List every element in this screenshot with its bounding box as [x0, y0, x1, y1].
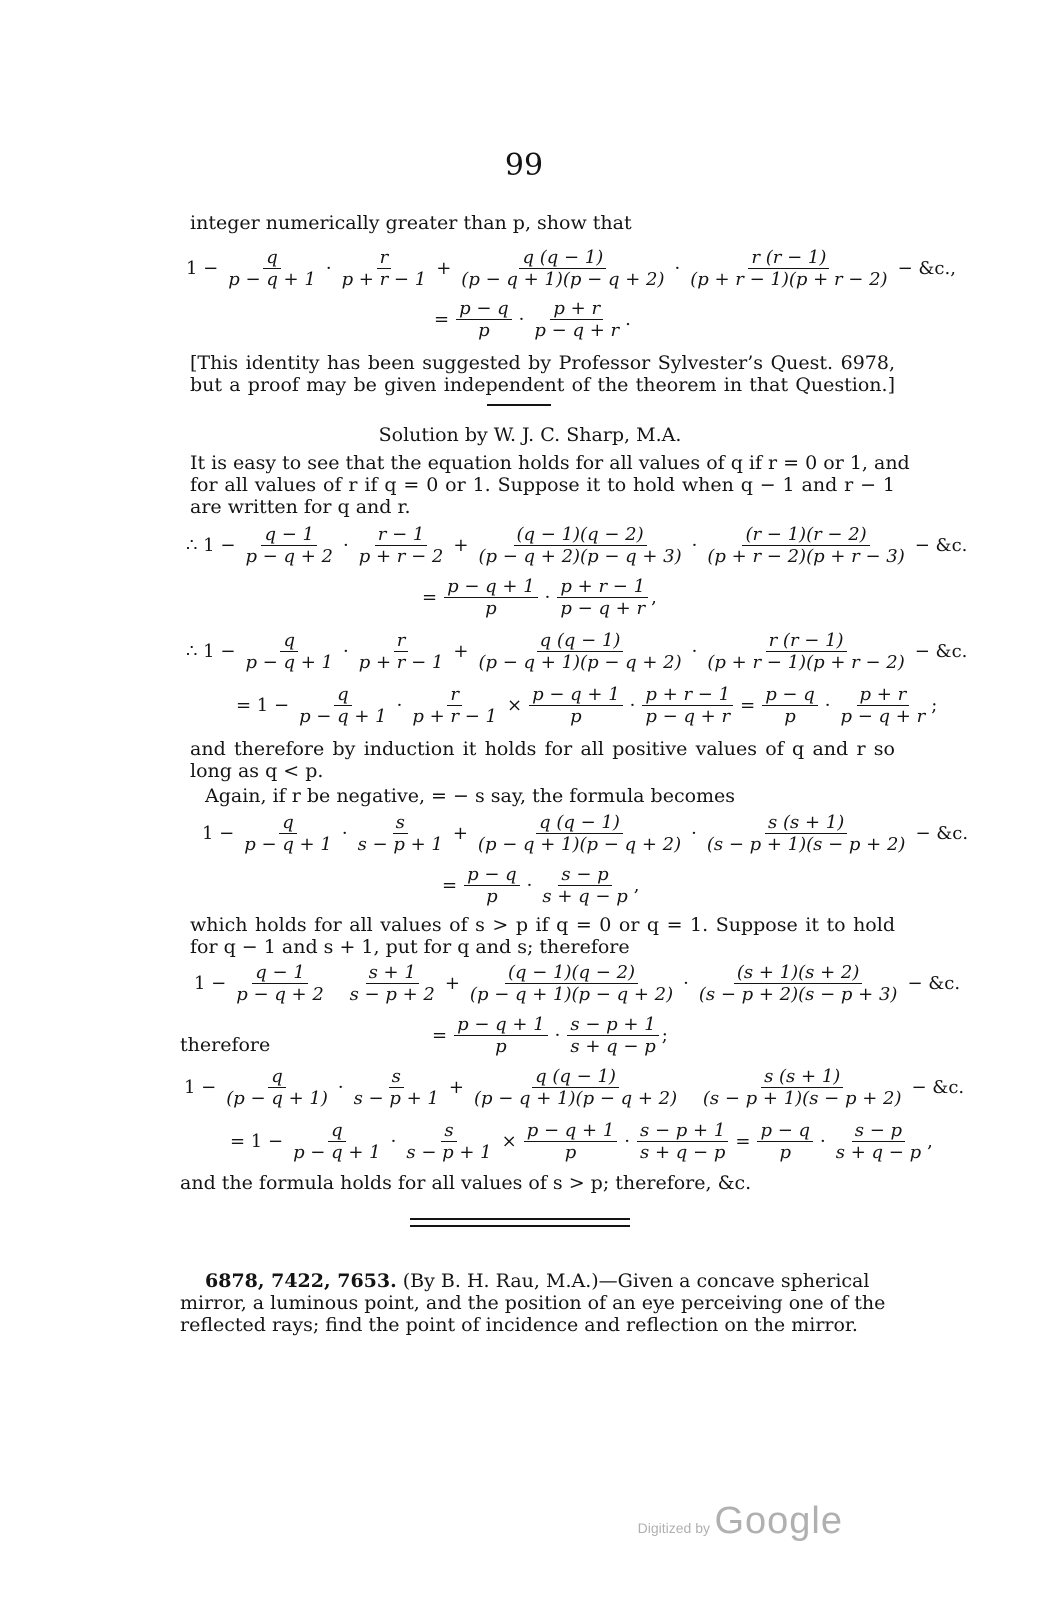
equation-5-line-2: = $\frac{p - q + 1}{p}$ · $\frac{s - p + 1}{s + q - p}$ ; — [432, 1014, 668, 1057]
eq4-term-4: $\frac{s (s + 1)}{(s - p + 1)(s - p + 2)}$ — [706, 812, 906, 855]
note-line-2: but a proof may be given independent of the theorem in that Question.] — [190, 374, 895, 396]
google-logo: Google — [714, 1500, 843, 1542]
question-numbers: 6878, 7422, 7653. — [205, 1270, 397, 1292]
eq6-term-1: $\frac{q}{(p - q + 1)}$ — [226, 1066, 328, 1109]
eq4-result-1: $\frac{p - q}{p}$ — [464, 864, 520, 907]
para1-line-1: It is easy to see that the equation holds for all values of q if r = 0 or 1, and — [190, 452, 910, 474]
eq2-term-2: $\frac{r - 1}{p + r - 2}$ — [358, 524, 444, 567]
eq4-term-1: $\frac{q}{p - q + 1}$ — [244, 812, 332, 855]
eq3-a2: $\frac{r}{p + r - 1}$ — [412, 684, 497, 727]
equation-3-line-2: = 1 − $\frac{q}{p - q + 1}$ · $\frac{r}{p + r - 1}$ × $\frac{p - q + 1}{p}$ · $\frac{p + r - 1}{p - q + r}$ = $\frac{p - q}{p}$ · $\frac{p + r}{p - q + r}$ ; — [236, 684, 938, 727]
eq3-a5: $\frac{p - q}{p}$ — [762, 684, 818, 727]
eq6-a2: $\frac{s}{s - p + 1}$ — [406, 1120, 492, 1163]
eq3-term-1: $\frac{q}{p - q + 1}$ — [245, 630, 333, 673]
equation-6-line-1: 1 − $\frac{q}{(p - q + 1)}$ · $\frac{s}{s - p + 1}$ + $\frac{q (q - 1)}{(p - q + 1)(p - q + 2)}$ $\frac{s (s + 1)}{(s - p + 1)(s - p + 2)}$ − &c. — [184, 1066, 965, 1109]
equation-5-line-1: 1 − $\frac{q - 1}{p - q + 2}$ $\frac{s + 1}{s - p + 2}$ + $\frac{(q - 1)(q - 2)}{(p - q + 1)(p - q + 2)}$ · $\frac{(s + 1)(s + 2)}{(s - p + 2)(s - p + 3)}$ − &c. — [194, 962, 961, 1005]
eq2-result-2: $\frac{p + r - 1}{p - q + r}$ — [557, 576, 648, 619]
para3-line: Again, if r be negative, = − s say, the formula becomes — [205, 785, 736, 807]
therefore-word: therefore — [180, 1034, 271, 1056]
double-rule-top — [410, 1218, 630, 1220]
eq6-a3: $\frac{p - q + 1}{p}$ — [524, 1120, 618, 1163]
note-line-1: [This identity has been suggested by Professor Sylvester’s Quest. 6978, — [190, 352, 895, 374]
eq2-term-4: $\frac{(r - 1)(r - 2)}{(p + r - 2)(p + r - 3)}$ — [707, 524, 905, 567]
eq6-a5: $\frac{p - q}{p}$ — [757, 1120, 813, 1163]
intro-line: integer numerically greater than p, show that — [190, 212, 632, 234]
equation-4-line-1: 1 − $\frac{q}{p - q + 1}$ · $\frac{s}{s - p + 1}$ + $\frac{q (q - 1)}{(p - q + 1)(p - q + 2)}$ · $\frac{s (s + 1)}{(s - p + 1)(s - p + 2)}$ − &c. — [202, 812, 969, 855]
eq3-a6: $\frac{p + r}{p - q + r}$ — [840, 684, 926, 727]
eq5-term-1: $\frac{q - 1}{p - q + 2}$ — [236, 962, 324, 1005]
eq6-a6: $\frac{s - p}{s + q - p}$ — [835, 1120, 922, 1163]
eq3-term-2: $\frac{r}{p + r - 1}$ — [358, 630, 444, 673]
eq6-a1: $\frac{q}{p - q + 1}$ — [293, 1120, 381, 1163]
eq3-term-4: $\frac{r (r - 1)}{(p + r - 1)(p + r - 2)}$ — [707, 630, 905, 673]
eq5-term-4: $\frac{(s + 1)(s + 2)}{(s - p + 2)(s - p + 3)}$ — [698, 962, 898, 1005]
eq1-term-4: $\frac{r (r - 1)}{(p + r - 1)(p + r - 2)}$ — [690, 247, 888, 290]
eq1-term-2: $\frac{r}{p + r - 1}$ — [341, 247, 427, 290]
digitized-watermark — [638, 1500, 843, 1543]
eq1-term-1: $\frac{q}{p - q + 1}$ — [228, 247, 316, 290]
page-number: 99 — [504, 148, 544, 183]
equation-3-line-1: ∴ 1 − $\frac{q}{p - q + 1}$ · $\frac{r}{p + r - 1}$ + $\frac{q (q - 1)}{(p - q + 1)(p - q + 2)}$ · $\frac{r (r - 1)}{(p + r - 1)(p + r - 2)}$ − &c. — [186, 630, 968, 673]
eq6-term-3: $\frac{q (q - 1)}{(p - q + 1)(p - q + 2)}$ — [473, 1066, 678, 1109]
eq6-term-2: $\frac{s}{s - p + 1}$ — [353, 1066, 439, 1109]
eq2-result-1: $\frac{p - q + 1}{p}$ — [444, 576, 538, 619]
question-line-2: mirror, a luminous point, and the position of an eye perceiving one of the — [180, 1292, 886, 1314]
eq5-term-2: $\frac{s + 1}{s - p + 2}$ — [349, 962, 435, 1005]
para4-line-2: for q − 1 and s + 1, put for q and s; therefore — [190, 936, 630, 958]
equation-2-line-1: ∴ 1 − $\frac{q - 1}{p - q + 2}$ · $\frac{r - 1}{p + r - 2}$ + $\frac{(q - 1)(q - 2)}{(p - q + 2)(p - q + 3)}$ · $\frac{(r - 1)(r - 2)}{(p + r - 2)(p + r - 3)}$ − &c. — [186, 524, 968, 567]
eq3-a4: $\frac{p + r - 1}{p - q + r}$ — [642, 684, 733, 727]
question-line-3: reflected rays; find the point of incidence and reflection on the mirror. — [180, 1314, 858, 1336]
eq1-result-2: $\frac{p + r}{p - q + r}$ — [534, 298, 620, 341]
eq3-term-3: $\frac{q (q - 1)}{(p - q + 1)(p - q + 2)}$ — [478, 630, 682, 673]
para4-line-1: which holds for all values of s > p if q = 0 or q = 1. Suppose it to hold — [190, 914, 895, 936]
eq4-term-3: $\frac{q (q - 1)}{(p - q + 1)(p - q + 2)}$ — [477, 812, 682, 855]
eq4-term-2: $\frac{s}{s - p + 1}$ — [357, 812, 443, 855]
equation-1-line-1: 1 − $\frac{q}{p - q + 1}$ · $\frac{r}{p + r - 1}$ + $\frac{q (q - 1)}{(p - q + 1)(p - q + 2)}$ · $\frac{r (r - 1)}{(p + r - 1)(p + r - 2)}$ − &c., — [186, 247, 956, 290]
equation-1-line-2: = $\frac{p - q}{p}$ · $\frac{p + r}{p - q + r}$ . — [434, 298, 631, 341]
para2-line-2: long as q < p. — [190, 760, 324, 782]
watermark-prefix: Digitized by — [637, 1520, 710, 1536]
eq4-result-2: $\frac{s - p}{s + q - p}$ — [542, 864, 628, 907]
eq3-a3: $\frac{p - q + 1}{p}$ — [529, 684, 623, 727]
solution-heading: Solution by W. J. C. Sharp, M.A. — [378, 424, 682, 446]
short-divider — [487, 404, 551, 406]
equation-4-line-2: = $\frac{p - q}{p}$ · $\frac{s - p}{s + q - p}$ , — [442, 864, 640, 907]
eq5-term-3: $\frac{(q - 1)(q - 2)}{(p - q + 1)(p - q + 2)}$ — [469, 962, 674, 1005]
para2-line-1: and therefore by induction it holds for all positive values of q and r so — [190, 738, 895, 760]
eq5-result-1: $\frac{p - q + 1}{p}$ — [454, 1014, 548, 1057]
question-line-1: 6878, 7422, 7653. (By B. H. Rau, M.A.)—Given a concave spherical — [205, 1270, 870, 1292]
para1-line-3: are written for q and r. — [190, 496, 411, 518]
eq1-term-3: $\frac{q (q - 1)}{(p - q + 1)(p - q + 2)}$ — [461, 247, 665, 290]
eq5-result-2: $\frac{s - p + 1}{s + q - p}$ — [567, 1014, 658, 1057]
eq6-term-4: $\frac{s (s + 1)}{(s - p + 1)(s - p + 2)}$ — [702, 1066, 902, 1109]
eq2-term-3: $\frac{(q - 1)(q - 2)}{(p - q + 2)(p - q + 3)}$ — [478, 524, 682, 567]
equation-2-line-2: = $\frac{p - q + 1}{p}$ · $\frac{p + r - 1}{p - q + r}$ , — [422, 576, 657, 619]
double-rule-bottom — [410, 1225, 630, 1227]
equation-6-line-2: = 1 − $\frac{q}{p - q + 1}$ · $\frac{s}{s - p + 1}$ × $\frac{p - q + 1}{p}$ · $\frac{s - p + 1}{s + q - p}$ = $\frac{p - q}{p}$ · $\frac{s - p}{s + q - p}$ , — [230, 1120, 933, 1163]
eq1-result-1: $\frac{p - q}{p}$ — [456, 298, 512, 341]
eq3-a1: $\frac{q}{p - q + 1}$ — [299, 684, 387, 727]
para1-line-2: for all values of r if q = 0 or 1. Suppose it to hold when q − 1 and r − 1 — [190, 474, 895, 496]
conclusion-line: and the formula holds for all values of s > p; therefore, &c. — [180, 1172, 752, 1194]
eq6-a4: $\frac{s - p + 1}{s + q - p}$ — [637, 1120, 728, 1163]
eq2-term-1: $\frac{q - 1}{p - q + 2}$ — [245, 524, 333, 567]
